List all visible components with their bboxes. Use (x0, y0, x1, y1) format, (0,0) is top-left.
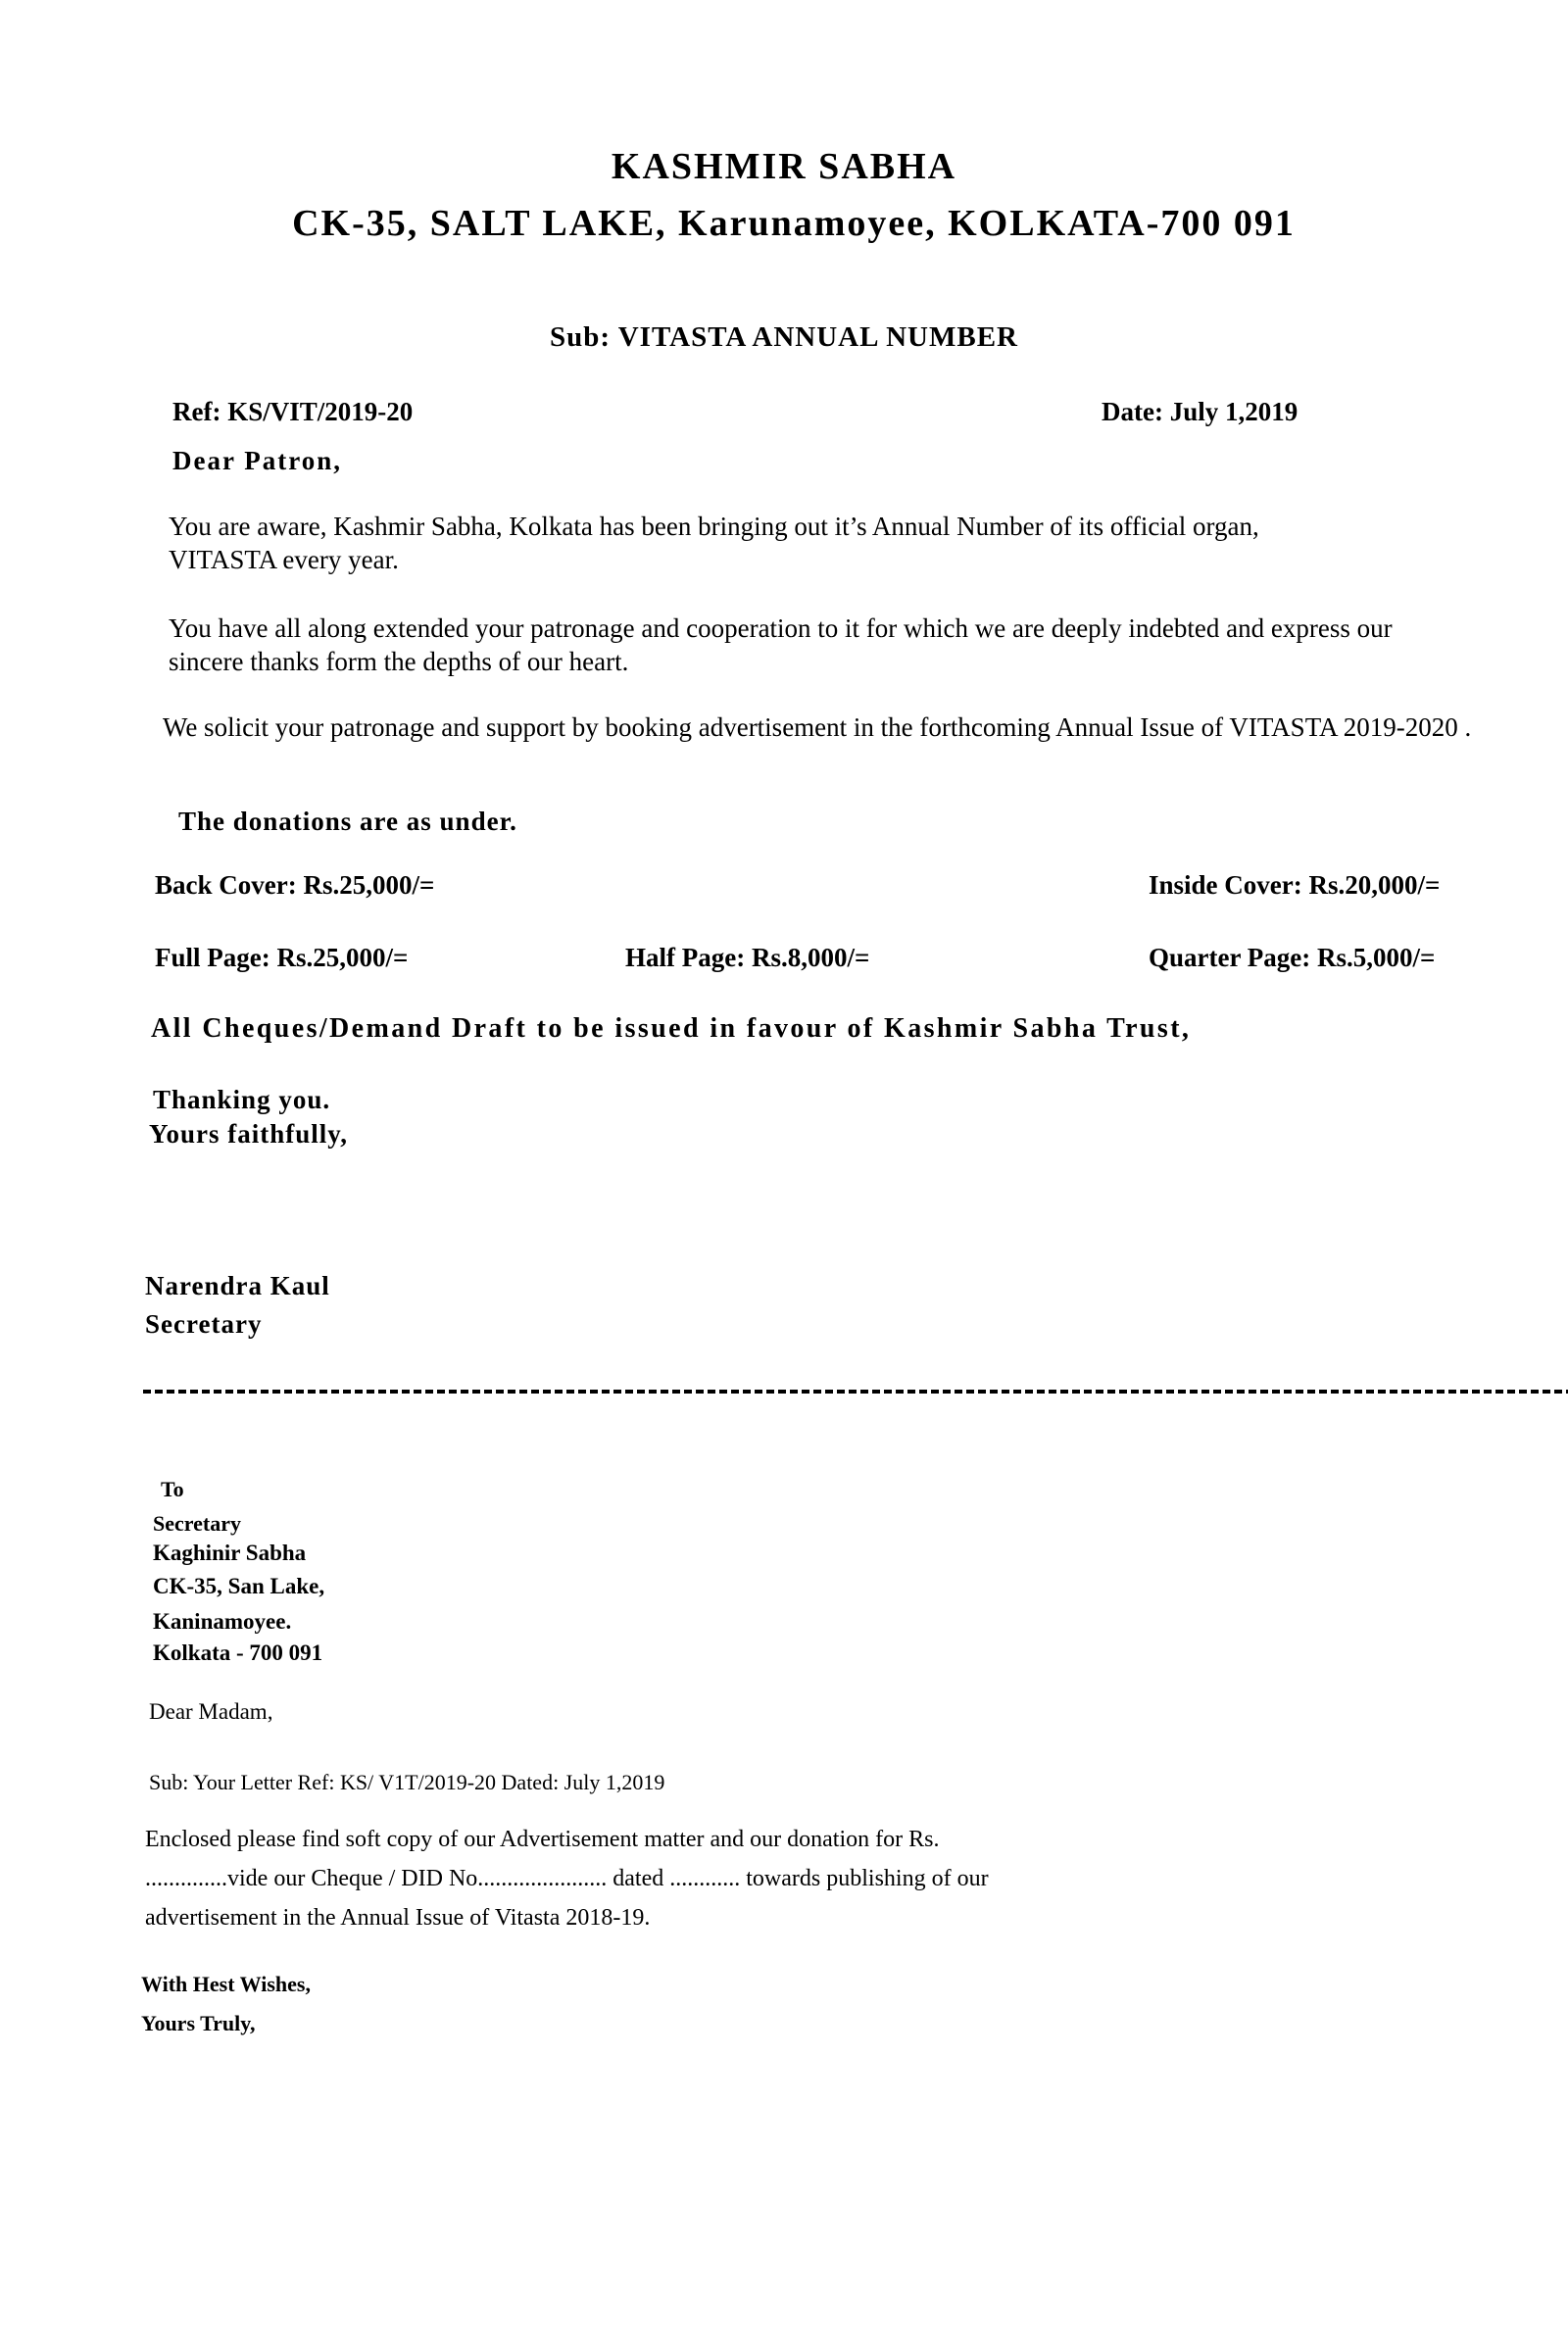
letter-subject: Sub: VITASTA ANNUAL NUMBER (549, 321, 1019, 353)
letter-salutation: Dear Patron, (172, 446, 342, 475)
rate-back-cover: Back Cover: Rs.25,000/= (155, 870, 435, 900)
reply-body-line: Enclosed please find soft copy of our Advertisement matter and our donation for Rs. (145, 1827, 940, 1852)
rate-full-page: Full Page: Rs.25,000/= (155, 943, 409, 972)
reply-address-line: Kaghinir Sabha (153, 1541, 307, 1565)
reply-address-line: Secretary (153, 1511, 241, 1536)
reply-address-line: Kaninamoyee. (153, 1609, 292, 1634)
paragraph-solicit: We solicit your patronage and support by booking advertisement in the forthcoming Annual Issue of VITASTA 2019-2020 . (163, 712, 1472, 742)
reply-address-line: Kolkata - 700 091 (153, 1640, 323, 1665)
reply-closing: Yours Truly, (141, 2011, 256, 2035)
reply-address-line: CK-35, San Lake, (153, 1574, 325, 1598)
payment-note: All Cheques/Demand Draft to be issued in favour of Kashmir Sabha Trust, (151, 1013, 1192, 1044)
thanks-line: Thanking you. (153, 1085, 331, 1114)
paragraph-intro: You are aware, Kashmir Sabha, Kolkata has been bringing out it’s Annual Number of its official organ, VITASTA every year. (169, 512, 1259, 574)
paragraph-thanks: You have all along extended your patronage and cooperation to it for which we are deeply indebted and express our sincere thanks form the depths of our heart. (169, 613, 1393, 676)
cut-line-divider (143, 1390, 1568, 1394)
reply-wishes: With Hest Wishes, (141, 1972, 311, 1996)
reply-salutation: Dear Madam, (149, 1699, 273, 1724)
rate-quarter-page: Quarter Page: Rs.5,000/= (1149, 943, 1436, 972)
letter-date: Date: July 1,2019 (1102, 397, 1298, 426)
reply-body-line: advertisement in the Annual Issue of Vitasta 2018-19. (145, 1905, 651, 1931)
reply-to-label: To (161, 1477, 184, 1501)
rate-inside-cover: Inside Cover: Rs.20,000/= (1149, 870, 1441, 900)
reply-subject: Sub: Your Letter Ref: KS/ V1T/2019-20 Dated: July 1,2019 (149, 1770, 665, 1794)
signer-name: Narendra Kaul (145, 1271, 330, 1300)
org-name: KASHMIR SABHA (611, 146, 957, 187)
reply-body-line: ..............vide our Cheque / DID No...................... dated ............ towards publishing of our (145, 1866, 989, 1891)
org-address: CK-35, SALT LAKE, Karunamoyee, KOLKATA-700 091 (292, 203, 1296, 244)
rate-half-page: Half Page: Rs.8,000/= (625, 943, 870, 972)
signer-title: Secretary (145, 1309, 263, 1339)
closing-line: Yours faithfully, (149, 1119, 349, 1149)
letter-reference: Ref: KS/VIT/2019-20 (172, 397, 414, 426)
donations-intro: The donations are as under. (178, 807, 517, 836)
